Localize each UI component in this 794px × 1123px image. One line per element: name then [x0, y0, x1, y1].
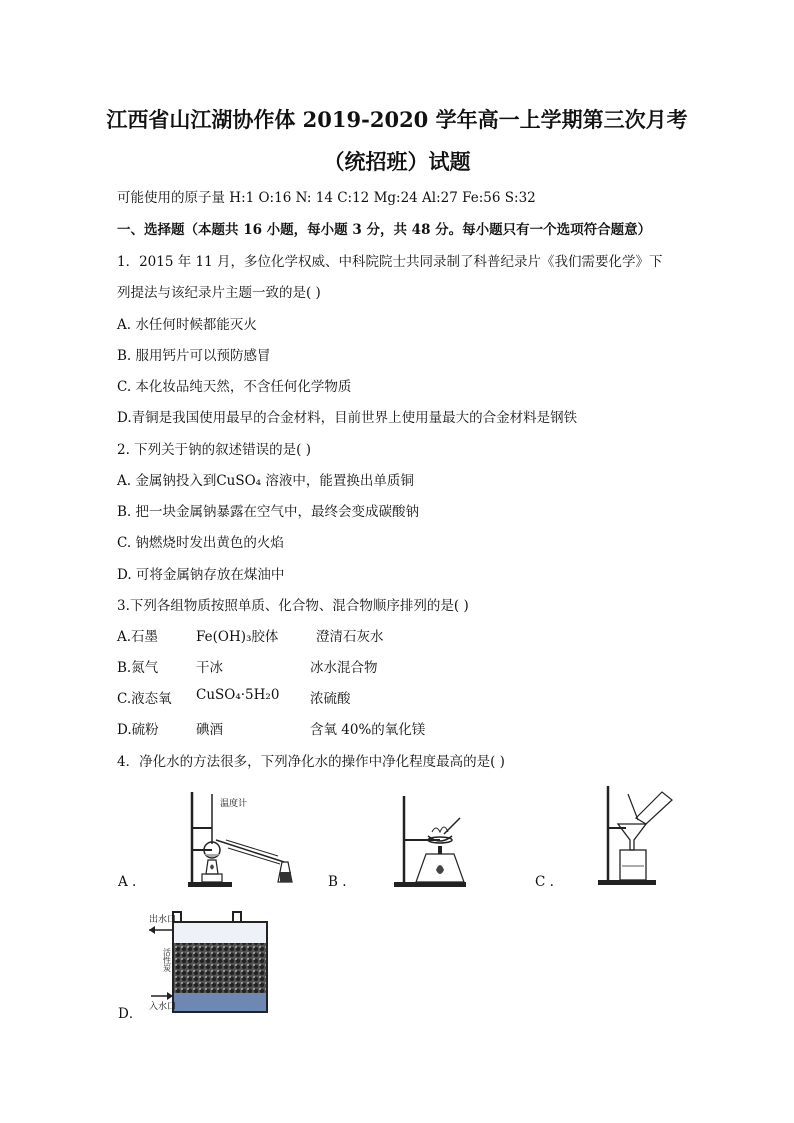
fig-d-carbon-label: 活性炭 [162, 948, 172, 972]
distillation-apparatus-figure [180, 788, 300, 890]
q4-label-d: D． [118, 1006, 143, 1022]
q3-row-b-col3: 冰水混合物 [310, 660, 378, 676]
evaporation-apparatus-figure [392, 794, 482, 890]
section-heading: 一、选择题（本题共 16 小题，每小题 3 分，共 48 分。每小题只有一个选项符合题意） [117, 222, 652, 238]
q2-option-c: C. 钠燃烧时发出黄色的火焰 [117, 535, 284, 551]
fig-a-thermometer-label: 温度计 [220, 799, 248, 809]
q2-option-a: A. 金属钠投入到CuSO₄ 溶液中，能置换出单质铜 [117, 473, 414, 489]
q3-row-b-col1: B.氮气 [117, 660, 159, 676]
q1-stem-line1: 1．2015 年 11 月，多位化学权威、中科院院士共同录制了科普纪录片《我们需要化学》下 [117, 254, 663, 270]
q2-option-b: B. 把一块金属钠暴露在空气中，最终会变成碳酸钠 [117, 504, 420, 520]
q3-row-a-col3: 澄清石灰水 [316, 629, 384, 645]
q3-row-d-col2: 碘酒 [196, 722, 223, 738]
q2-stem: 2. 下列关于钠的叙述错误的是( ) [117, 442, 311, 458]
q1-option-b: B. 服用钙片可以预防感冒 [117, 348, 271, 364]
q3-row-a-col1: A.石墨 [117, 629, 159, 645]
q1-option-a: A. 水任何时候都能灭火 [117, 317, 257, 333]
filtration-apparatus-figure [596, 784, 676, 888]
q3-row-c-col2: CuSO₄·5H₂0 [196, 687, 280, 703]
q3-stem: 3.下列各组物质按照单质、化合物、混合物顺序排列的是( ) [117, 598, 469, 614]
adsorption-apparatus-figure [145, 910, 275, 1015]
q3-row-a-col2: Fe(OH)₃胶体 [196, 629, 279, 645]
title-line-1: 江西省山江湖协作体 2019-2020 学年高一上学期第三次月考 [106, 107, 688, 132]
q4-label-b: B . [328, 874, 347, 890]
q3-row-c-col3: 浓硫酸 [310, 691, 351, 707]
q1-option-d: D.青铜是我国使用最早的合金材料，目前世界上使用量最大的合金材料是钢铁 [117, 410, 578, 426]
q1-option-c: C. 本化妆品纯天然，不含任何化学物质 [117, 379, 352, 395]
q2-option-d: D. 可将金属钠存放在煤油中 [117, 567, 285, 583]
fig-d-inlet-label: 入水口 [149, 1002, 177, 1012]
q3-row-d-col1: D.硫粉 [117, 722, 159, 738]
q3-row-d-col3: 含氧 40%的氧化镁 [310, 722, 426, 738]
q3-row-c-col1: C.液态氧 [117, 691, 172, 707]
q3-row-b-col2: 干冰 [196, 660, 223, 676]
q4-stem: 4．净化水的方法很多，下列净化水的操作中净化程度最高的是( ) [117, 754, 505, 770]
q4-label-a: A . [118, 874, 137, 890]
atomic-mass-line: 可能使用的原子量 H:1 O:16 N: 14 C:12 Mg:24 Al:27 Fe:56 S:32 [117, 190, 536, 206]
fig-d-outlet-label: 出水口 [149, 915, 177, 925]
q1-stem-line2: 列提法与该纪录片主题一致的是( ) [117, 285, 321, 301]
title-line-2: （统招班）试题 [323, 149, 471, 174]
q4-label-c: C . [535, 874, 554, 890]
